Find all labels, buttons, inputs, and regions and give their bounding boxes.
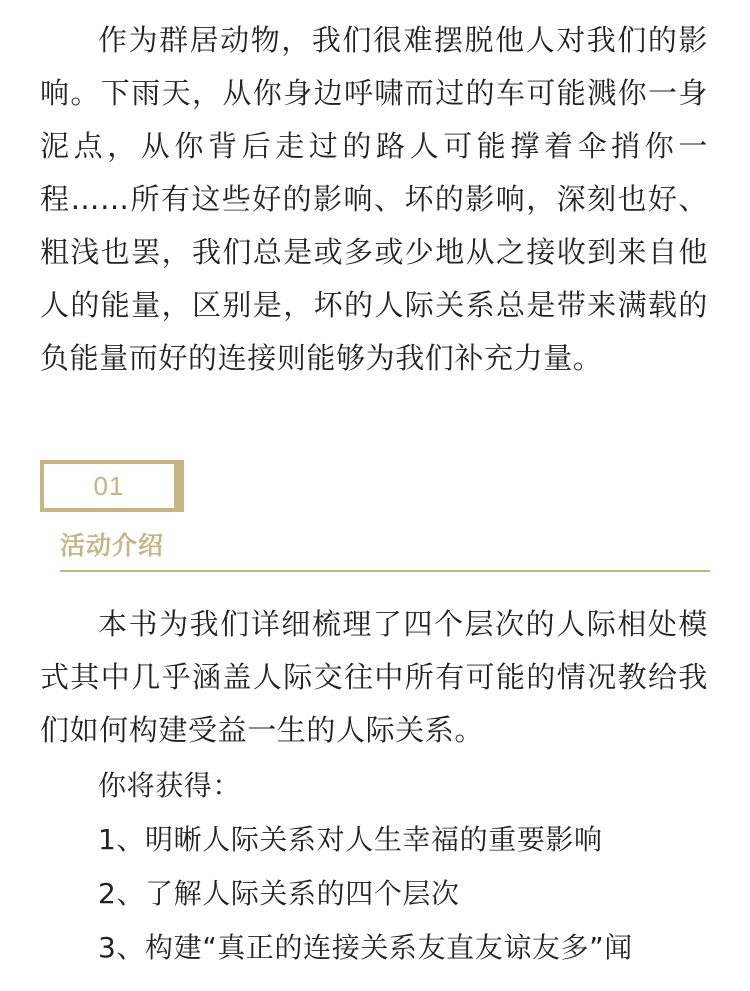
activity-paragraph: 本书为我们详细梳理了四个层次的人际相处模式其中几乎涵盖人际交往中所有可能的情况教给我们如何构建受益一生的人际关系。	[40, 607, 708, 747]
intro-paragraph: 作为群居动物，我们很难摆脱他人对我们的影响。下雨天，从你身边呼啸而过的车可能溅你一身泥点，从你背后走过的路人可能撑着伞捎你一程……所有这些好的影响、坏的影响，深刻也好、粗浅也罢，我们总是或多或少地从之接收到来自他人的能量，区别是，坏的人际关系总是带来满载的负能量而好的连接则能够为我们补充力量。	[40, 23, 708, 375]
section-number: 01	[93, 471, 125, 501]
gain-item-1: 1、明晰人际关系对人生幸福的重要影响	[98, 823, 603, 856]
section-number-box	[40, 460, 184, 512]
gain-item-2: 2、了解人际关系的四个层次	[98, 877, 460, 910]
section-title: 活动介绍	[60, 531, 165, 560]
gain-item-3: 3、构建“真正的连接关系友直友谅友多”闻	[98, 931, 633, 964]
section-divider	[60, 570, 710, 572]
gains-intro: 你将获得：	[98, 769, 242, 802]
